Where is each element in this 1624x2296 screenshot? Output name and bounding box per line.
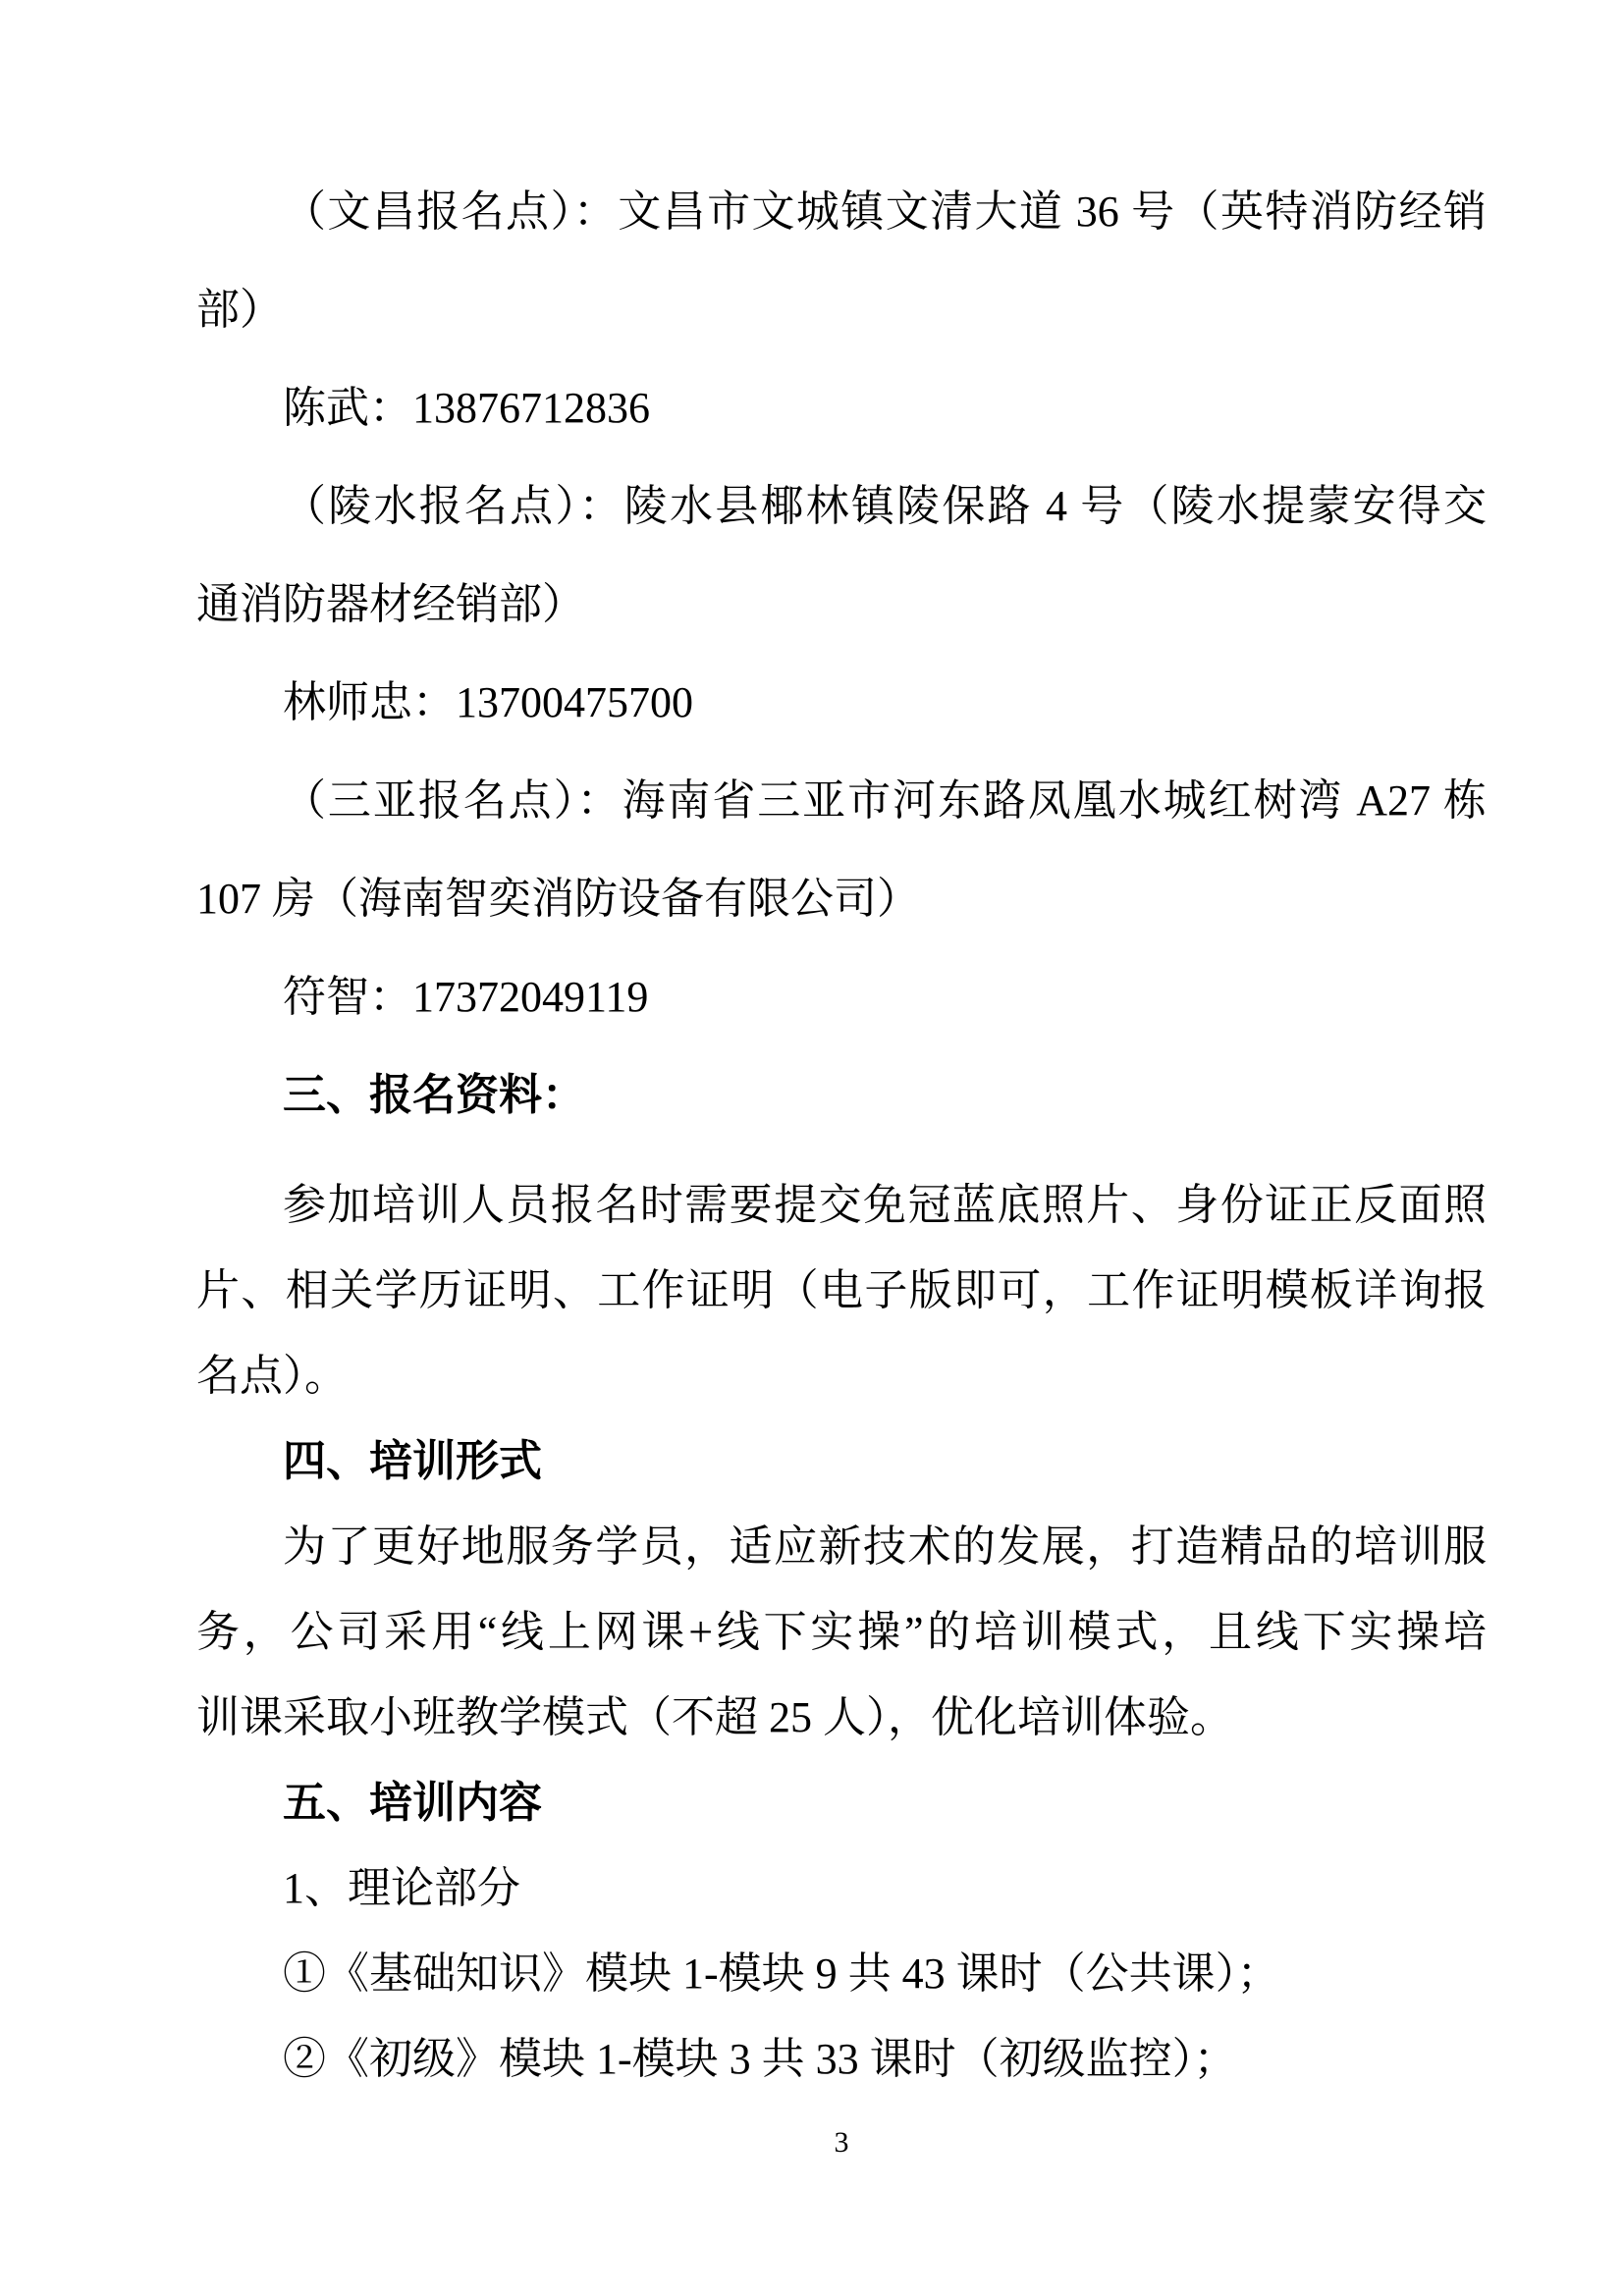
item-theory-part: 1、理论部分 bbox=[283, 1864, 520, 1912]
heading-section-5-training-content: 五、培训内容 bbox=[283, 1779, 542, 1827]
contact-linshizhong: 林师忠：13700475700 bbox=[283, 678, 693, 726]
para-format-line-2: 务，公司采用“线上网课+线下实操”的培训模式，且线下实操培 bbox=[196, 1608, 1487, 1656]
heading-section-3-registration-materials: 三、报名资料： bbox=[283, 1071, 585, 1119]
address-line-wenchang-1: （文昌报名点）：文昌市文城镇文清大道 36 号（英特消防经销 bbox=[283, 187, 1487, 236]
address-line-lingshui-1: （陵水报名点）：陵水县椰林镇陵保路 4 号（陵水提蒙安得交 bbox=[283, 482, 1487, 530]
item-basic-knowledge-course: ①《基础知识》模块 1-模块 9 共 43 课时（公共课）； bbox=[283, 1949, 1280, 1998]
contact-chenwu: 陈武：13876712836 bbox=[283, 384, 650, 432]
address-line-sanya-2: 107 房（海南智奕消防设备有限公司） bbox=[196, 875, 920, 923]
para-format-line-3: 训课采取小班教学模式（不超 25 人），优化培训体验。 bbox=[196, 1693, 1233, 1741]
para-materials-line-2: 片、相关学历证明、工作证明（电子版即可，工作证明模板详询报 bbox=[196, 1266, 1487, 1314]
para-materials-line-3: 名点）。 bbox=[196, 1352, 348, 1400]
para-materials-line-1: 参加培训人员报名时需要提交免冠蓝底照片、身份证正反面照 bbox=[283, 1181, 1487, 1229]
page-number: 3 bbox=[834, 2126, 849, 2159]
contact-fuzhi: 符智：17372049119 bbox=[283, 973, 649, 1021]
address-line-sanya-1: （三亚报名点）：海南省三亚市河东路凤凰水城红树湾 A27 栋 bbox=[283, 776, 1487, 825]
address-line-lingshui-2: 通消防器材经销部） bbox=[196, 580, 585, 628]
item-primary-course: ②《初级》模块 1-模块 3 共 33 课时（初级监控）； bbox=[283, 2035, 1237, 2083]
para-format-line-1: 为了更好地服务学员，适应新技术的发展，打造精品的培训服 bbox=[283, 1522, 1487, 1571]
address-line-wenchang-2: 部） bbox=[196, 286, 283, 334]
heading-section-4-training-format: 四、培训形式 bbox=[283, 1437, 542, 1485]
